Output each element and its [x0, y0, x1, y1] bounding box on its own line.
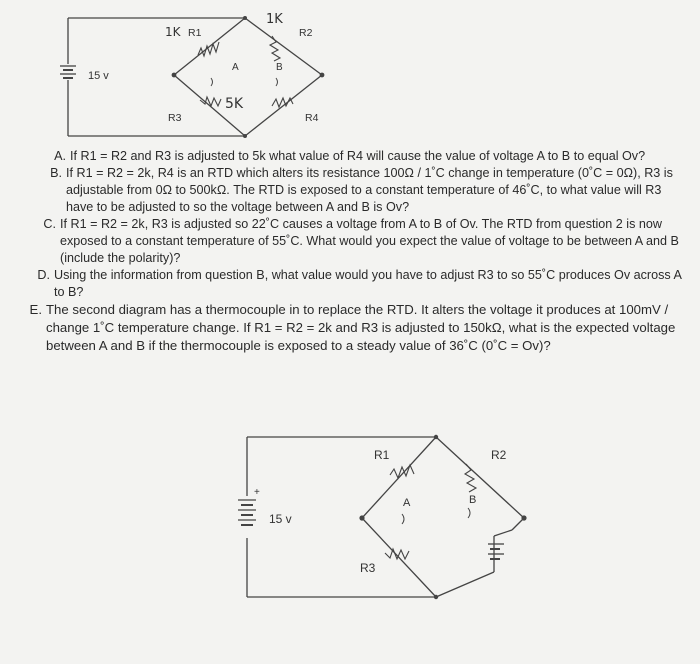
node-bottom-1 [243, 134, 247, 138]
question-d [24, 267, 682, 301]
diagram1-r3-label: R3 [168, 112, 182, 124]
diagram1-node-b: B [276, 62, 283, 73]
battery-symbol-1 [60, 66, 76, 78]
node-left-2 [359, 515, 364, 520]
battery-symbol-2 [238, 500, 256, 525]
resistor-r1-zigzag-2 [390, 465, 414, 478]
question-letter: D. [37, 268, 50, 282]
diagram1-node-a: A [232, 62, 239, 73]
question-text: The second diagram has a thermocouple in to replace the RTD. It alters the voltage it produces at 100mV / change 1˚C temperature change. If R1 = R2 = 2k and R3 is adjusted to 150kΩ, what is the expected voltage between A and B if the thermocouple is exposed to a steady value of 36˚C (0˚C = Ov)? [46, 302, 676, 353]
question-text: If R1 = R2 and R3 is adjusted to 5k what value of R4 will cause the value of voltage A to B to equal Ov? [70, 149, 646, 163]
diagram2-r3-label: R3 [360, 561, 376, 575]
node-top-2 [434, 435, 438, 439]
question-letter: A. [54, 149, 66, 163]
diagram2-plus-sign: + [254, 487, 260, 498]
diagram2-r2-label: R2 [491, 448, 507, 462]
question-b [36, 165, 682, 216]
diagram1-r2-value: 1K [266, 12, 283, 27]
question-text: Using the information from question B, what value would you have to adjust R3 to so 55˚C produces Ov across A to B? [54, 268, 682, 299]
node-right-1 [320, 73, 325, 78]
diagram1-r1-value: 1K [165, 25, 181, 39]
diagram2-r1-label: R1 [374, 448, 390, 462]
node-top-1 [243, 16, 247, 20]
node-bottom-2 [434, 595, 438, 599]
diagram2-source-label: 15 v [269, 512, 292, 526]
diagram1-r1-label: R1 [188, 27, 202, 39]
diagram1-source-label: 15 v [88, 70, 109, 82]
diagram2-node-a: A [403, 497, 411, 509]
resistor-r3-zigzag-2 [385, 549, 409, 559]
question-text: If R1 = R2 = 2k, R3 is adjusted so 22˚C causes a voltage from A to B of Ov. The RTD from question 2 is now exposed to a constant temperature of 55˚C. What would you expect the value of voltage to be between A and B (include the polarity)? [60, 217, 679, 265]
diagram1-r3-value: 5K [225, 96, 244, 112]
question-a [40, 148, 682, 165]
question-c [30, 216, 682, 267]
node-right-2 [521, 515, 526, 520]
question-letter: E. [29, 302, 42, 317]
diagram1-r2-label: R2 [299, 27, 313, 39]
question-letter: C. [43, 217, 56, 231]
node-left-1 [172, 73, 177, 78]
resistor-r3-zigzag [200, 97, 221, 106]
thermocouple-symbol [488, 530, 512, 572]
diagram1-r4-label: R4 [305, 112, 319, 124]
diagram2-node-b: B [469, 494, 477, 506]
question-list [22, 148, 682, 355]
question-e [16, 301, 682, 355]
resistor-r2-zigzag [270, 36, 280, 61]
question-letter: B. [50, 166, 62, 180]
question-text: If R1 = R2 = 2k, R4 is an RTD which alters its resistance 100Ω / 1˚C change in temperature (0˚C = 0Ω), R3 is adjustable from 0Ω to 500kΩ. The RTD is exposed to a constant temperature of 46˚C, to what value will R3 have to be adjusted to so the voltage between A and B is Ov? [66, 166, 673, 214]
